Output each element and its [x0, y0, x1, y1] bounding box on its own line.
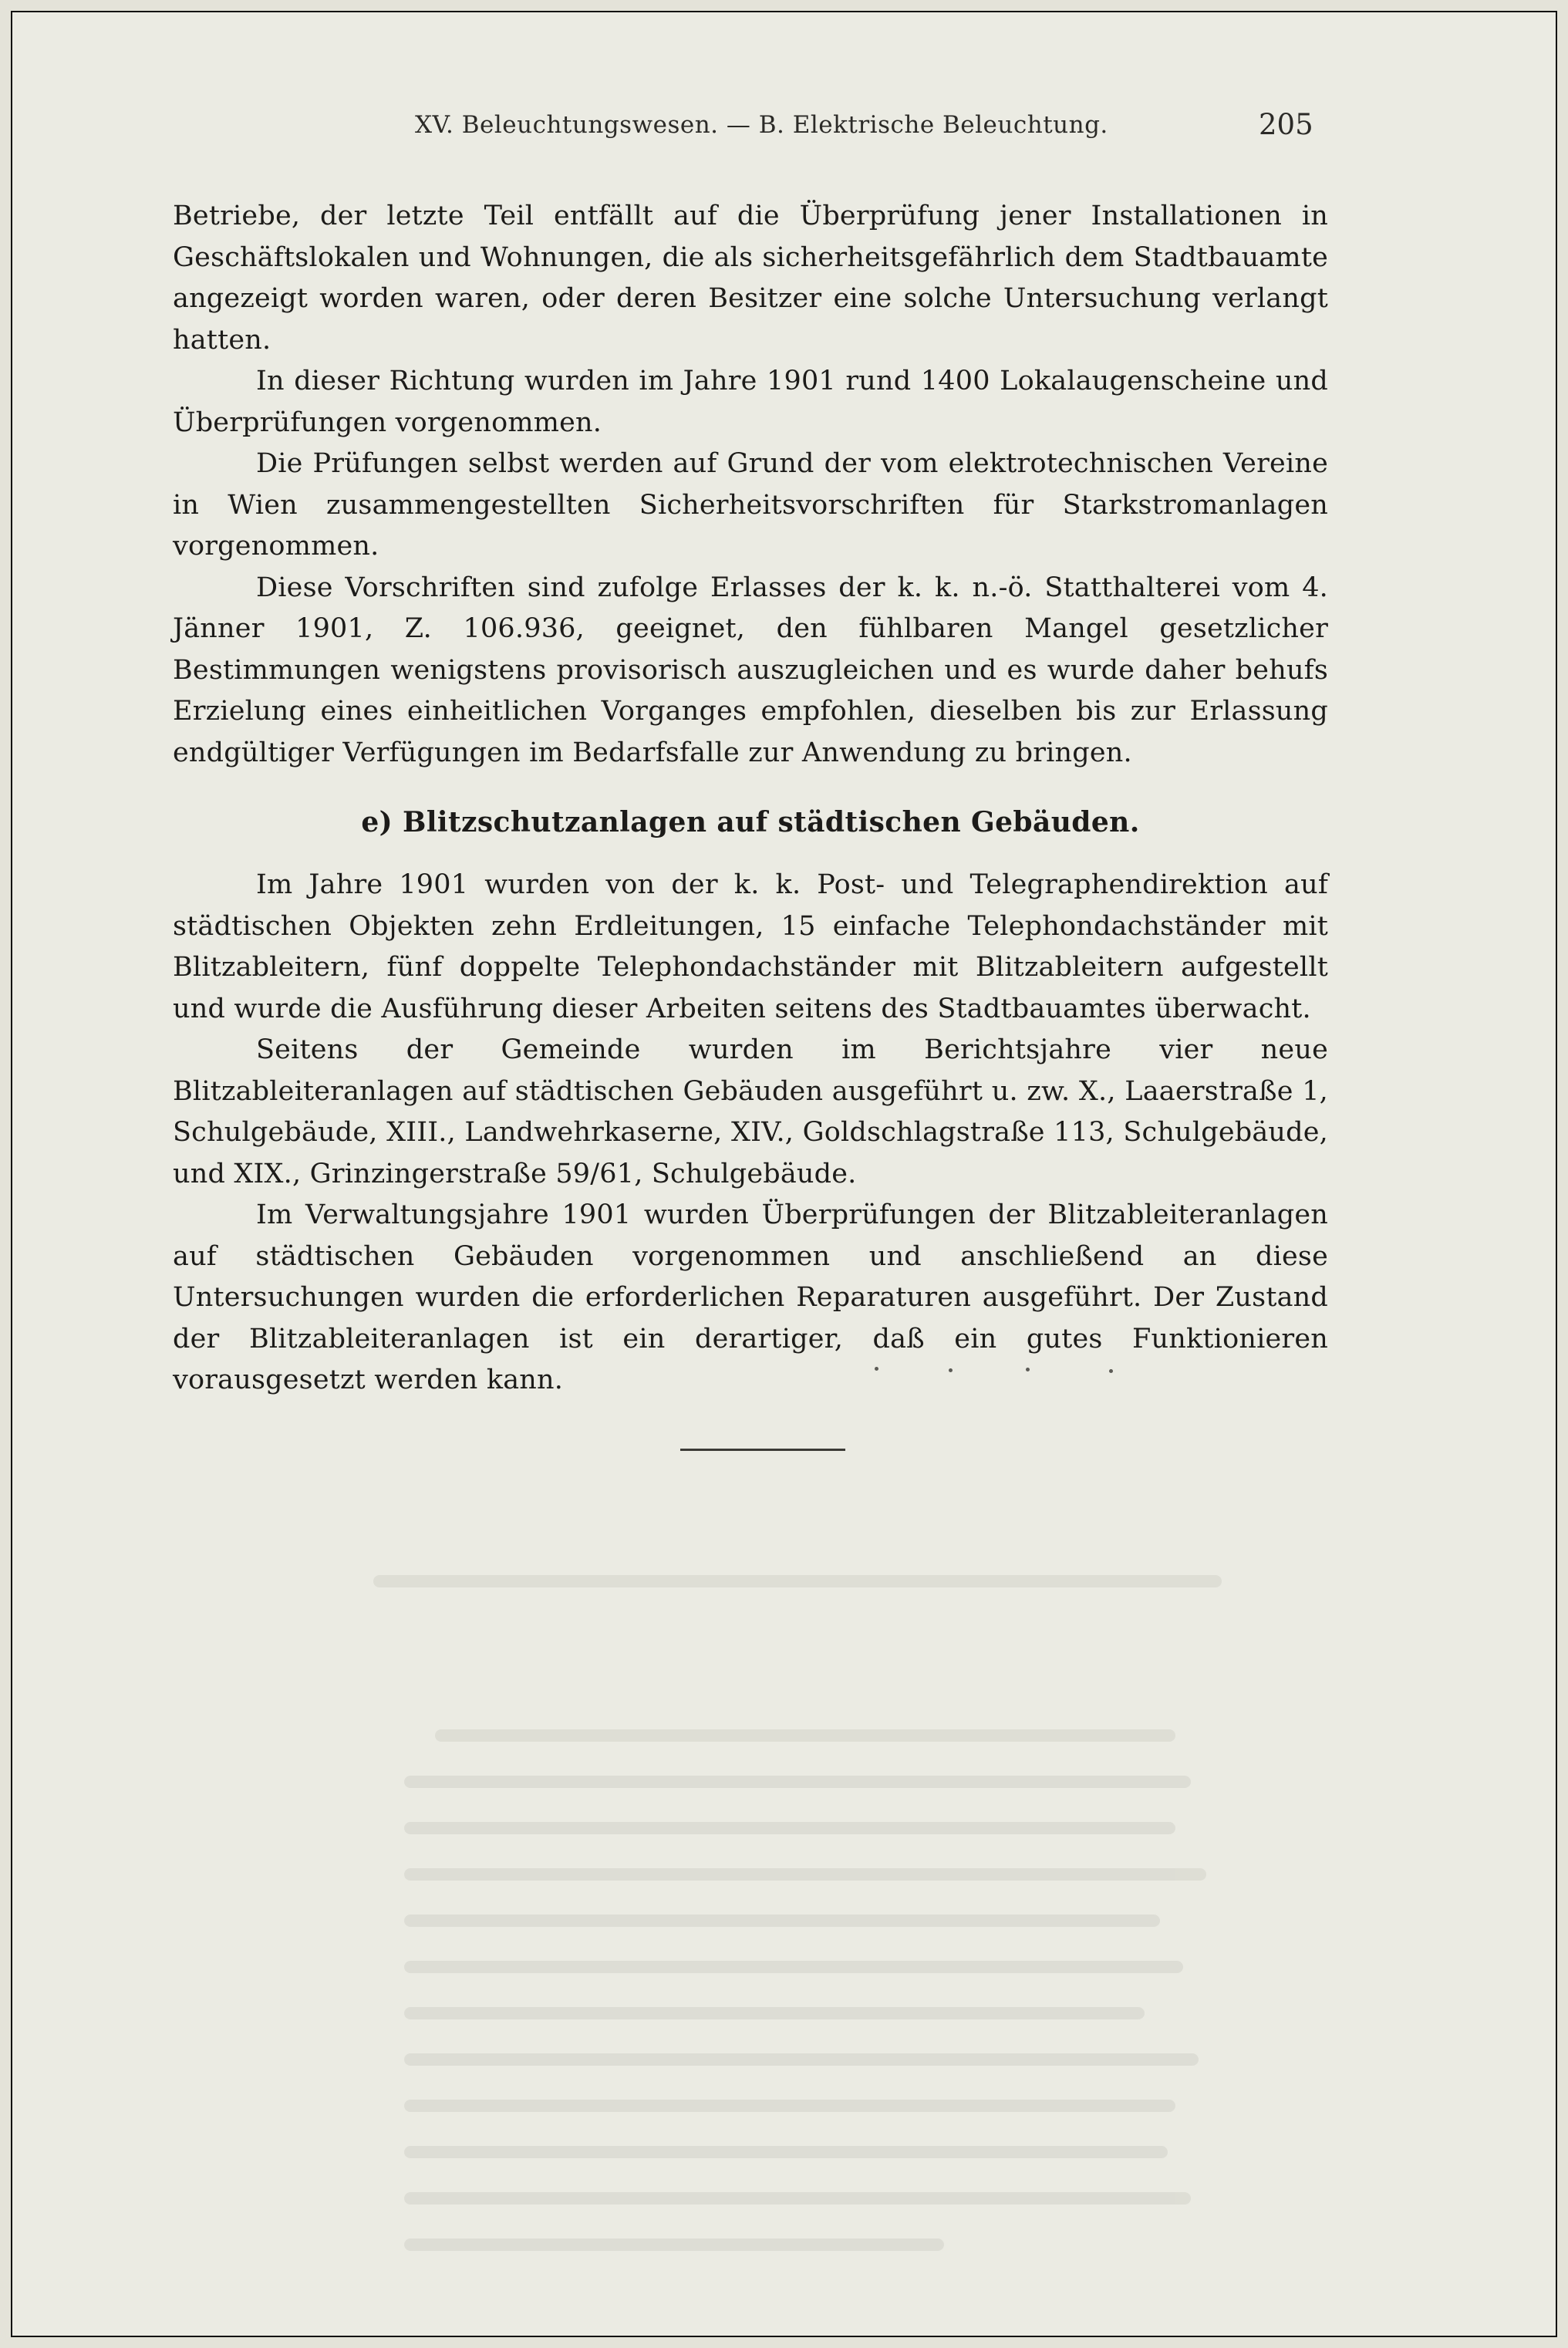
ghost-line	[404, 2100, 1175, 2112]
stray-print-dots	[875, 1362, 1137, 1378]
ghost-line	[404, 1822, 1175, 1834]
ghost-line	[404, 1868, 1206, 1881]
ghost-line	[404, 2146, 1168, 2158]
ghost-line	[373, 1575, 1222, 1587]
ghost-line	[435, 1729, 1175, 1742]
ghost-line	[404, 1776, 1191, 1788]
paragraph-4: Diese Vorschriften sind zufolge Erlasses der k. k. n.-ö. Statthalterei vom 4. Jänner 1901, Z. 106.936, geeignet, den fühlbaren Mangel gesetzlicher Bestimmungen wenigstens provisorisch auszugleichen und es wurde daher behufs Erzielung eines einheitlichen Vorganges empfohlen, dieselben bis zur Erlassung endgültiger Verfügungen im Bedarfsfalle zur Anwendung zu bringen.	[173, 572, 1328, 768]
paragraph-1: Betriebe, der letzte Teil entfällt auf die Überprüfung jener Installationen in Geschäftslokalen und Wohnungen, die als sicherheitsgefährlich dem Stadtbauamte angezeigt worden waren, oder deren Besitzer eine solche Untersuchung verlangt hatten.	[173, 201, 1328, 356]
ghost-line	[404, 2192, 1191, 2205]
ghost-line	[404, 2238, 944, 2251]
print-dot	[875, 1367, 878, 1371]
body-text	[173, 196, 1328, 1402]
ghost-line	[404, 1961, 1183, 1973]
page-number: 205	[1259, 108, 1313, 141]
paragraph-3: Die Prüfungen selbst werden auf Grund der vom elektrotechnischen Vereine in Wien zusammengestellten Sicherheitsvorschriften für Starkstromanlagen vorgenommen.	[173, 448, 1328, 562]
section-heading: e) Blitzschutzanlagen auf städtischen Gebäuden.	[361, 806, 1140, 838]
scanned-page	[11, 11, 1557, 2337]
print-dot	[949, 1368, 953, 1372]
end-rule	[680, 1449, 845, 1451]
ghost-line	[404, 1914, 1160, 1927]
ghost-line	[404, 2053, 1199, 2066]
page-content	[11, 11, 1557, 2337]
print-dot	[1109, 1369, 1113, 1373]
running-header: XV. Beleuchtungswesen. — B. Elektrische Beleuchtung.	[415, 111, 1108, 139]
ghost-line	[404, 2007, 1145, 2019]
print-dot	[1026, 1368, 1030, 1371]
paragraph-7: Im Verwaltungsjahre 1901 wurden Überprüfungen der Blitzableiteranlagen auf städtischen Gebäuden vorgenommen und anschließend an diese Untersuchungen wurden die erforderlichen Reparaturen ausgeführt. Der Zustand der Blitzableiteranlagen ist ein derartiger, daß ein gutes Funktionieren vorausgesetzt werden kann.	[173, 1199, 1328, 1395]
paragraph-2: In dieser Richtung wurden im Jahre 1901 rund 1400 Lokalaugenscheine und Überprüfungen vorgenommen.	[173, 366, 1328, 438]
paragraph-6: Seitens der Gemeinde wurden im Berichtsjahre vier neue Blitzableiteranlagen auf städtischen Gebäuden ausgeführt u. zw. X., Laaerstraße 1, Schulgebäude, XIII., Landwehrkaserne, XIV., Goldschlagstraße 113, Schulgebäude, und XIX., Grinzingerstraße 59/61, Schulgebäude.	[173, 1034, 1328, 1189]
show-through-text	[373, 1575, 1222, 2269]
paragraph-5: Im Jahre 1901 wurden von der k. k. Post- und Telegraphendirektion auf städtischen Objekten zehn Erdleitungen, 15 einfache Telephondachständer mit Blitzableitern, fünf doppelte Telephondachständer mit Blitzableitern aufgestellt und wurde die Ausführung dieser Arbeiten seitens des Stadtbauamtes überwacht.	[173, 869, 1328, 1024]
